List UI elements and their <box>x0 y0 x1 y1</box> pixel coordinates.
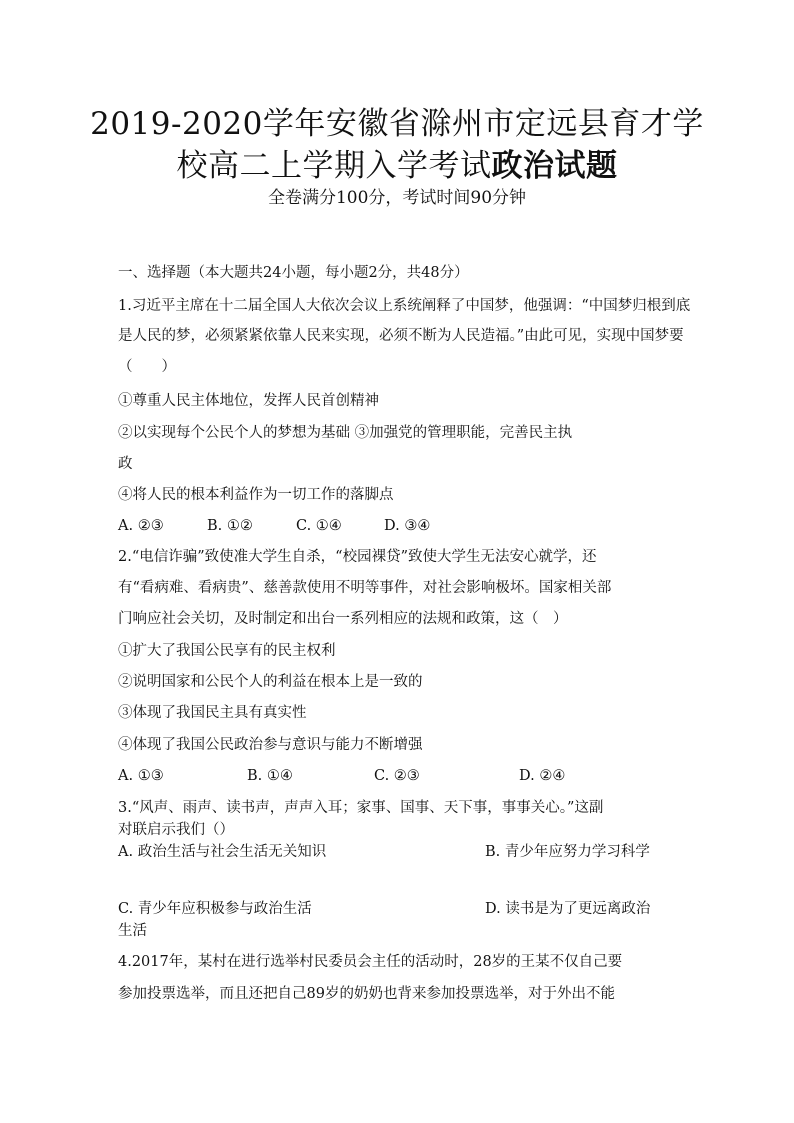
q3-option-c: C. 青少年应积极参与政治生活 <box>118 901 312 917</box>
document-title-line2 <box>0 146 794 186</box>
q3-stem-line1: 3.“风声、雨声、读书声，声声入耳；家事、国事、天下事，事事关心。”这副 <box>118 800 604 816</box>
q1-item-1: ①尊重人民主体地位，发挥人民首创精神 <box>118 393 379 409</box>
q4-stem-line1: 4.2017年，某村在进行选举村民委员会主任的活动时，28岁的王某不仅自己要 <box>118 954 623 970</box>
exam-subtitle: 全卷满分100分，考试时间90分钟 <box>267 188 527 208</box>
q3-option-b: B. 青少年应努力学习科学 <box>485 844 650 860</box>
q3-option-a: A. 政治生活与社会生活无关知识 <box>118 844 327 860</box>
q2-option-b: B. ①④ <box>247 768 293 784</box>
q1-stem-line1: 1.习近平主席在十二届全国人大依次会议上系统阐释了中国梦，他强调：“中国梦归根到底 <box>118 298 691 314</box>
q1-option-a: A. ②③ <box>118 518 164 534</box>
q1-option-d: D. ③④ <box>384 518 431 534</box>
title-line2-plain: 校高二上学期入学考试 <box>176 148 492 184</box>
q1-item-2-cont: 政 <box>118 456 133 472</box>
q2-option-a: A. ①③ <box>118 768 164 784</box>
q1-stem-line3: （ ） <box>118 359 176 375</box>
q3-stem-line2: 对联启示我们（） <box>118 822 234 838</box>
q2-stem-line3: 门响应社会关切，及时制定和出台一系列相应的法规和政策，这（ ） <box>118 611 568 627</box>
q1-option-b: B. ①② <box>207 518 253 534</box>
title-line2-bold: 政治试题 <box>491 148 618 184</box>
document-title-line1: 2019-2020学年安徽省滁州市定远县育才学 <box>90 106 704 142</box>
q2-item-4: ④体现了我国公民政治参与意识与能力不断增强 <box>118 737 423 753</box>
q2-option-c: C. ②③ <box>374 768 420 784</box>
q3-option-d-cont: 生活 <box>118 923 147 939</box>
q1-item-4: ④将人民的根本利益作为一切工作的落脚点 <box>118 487 394 503</box>
q1-option-c: C. ①④ <box>296 518 342 534</box>
section-heading: 一、选择题（本大题共24小题，每小题2分，共48分） <box>118 265 469 281</box>
q2-item-2: ②说明国家和公民个人的利益在根本上是一致的 <box>118 674 423 690</box>
q2-item-1: ①扩大了我国公民享有的民主权利 <box>118 643 336 659</box>
q3-option-d: D. 读书是为了更远离政治 <box>485 901 651 917</box>
q2-option-d: D. ②④ <box>519 768 566 784</box>
q2-item-3: ③体现了我国民主具有真实性 <box>118 705 307 721</box>
q1-item-2: ②以实现每个公民个人的梦想为基础 ③加强党的管理职能，完善民主执 <box>118 425 573 441</box>
q2-stem-line2: 有“看病难、看病贵”、慈善款使用不明等事件，对社会影响极坏。国家相关部 <box>118 580 612 596</box>
q4-stem-line2: 参加投票选举，而且还把自己89岁的奶奶也背来参加投票选举，对于外出不能 <box>118 986 615 1002</box>
q1-stem-line2: 是人民的梦，必须紧紧依靠人民来实现，必须不断为人民造福。”由此可见，实现中国梦要 <box>118 328 684 344</box>
q2-stem-line1: 2.“电信诈骗”致使准大学生自杀，“校园裸贷”致使大学生无法安心就学，还 <box>118 549 597 565</box>
